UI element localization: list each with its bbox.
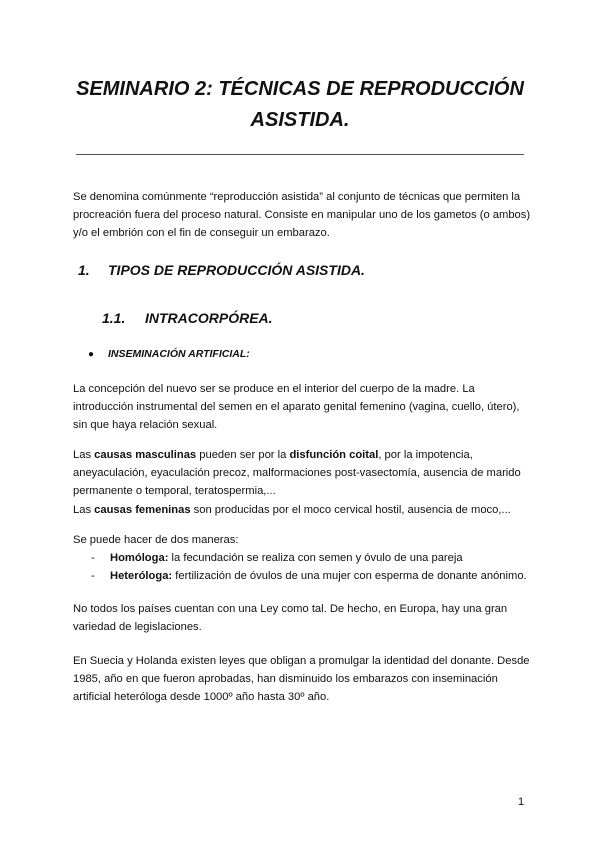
para2-pre: Las [73, 449, 95, 461]
list-dash: - [91, 570, 95, 582]
para5-line-3: artificial heteróloga desde 1000º año hasta 30º año. [73, 691, 330, 704]
list-item-label: Heteróloga: [110, 570, 173, 582]
paragraph-concepcion [73, 380, 533, 435]
para4-line-2: variedad de legislaciones. [73, 621, 202, 634]
para2-line4-pre: Las [73, 503, 95, 516]
list-dash: - [91, 552, 95, 564]
list-item-text: la fecundación se realiza con semen y óvulo de una pareja [168, 552, 463, 564]
para2-line-4 [73, 501, 533, 519]
para2-post: , por la impotencia, [378, 449, 473, 461]
para2-line-3: permanente o temporal, teratospermia,... [73, 485, 276, 498]
list-item-text: fertilización de óvulos de una mujer con esperma de donante anónimo. [172, 570, 527, 582]
para2-line-1 [73, 446, 533, 464]
disfuncion-coital: disfunción coital [289, 449, 379, 461]
para3-intro: Se puede hacer de dos maneras: [73, 534, 239, 546]
list-item-label: Homóloga: [110, 552, 169, 564]
document-title-line-2: ASISTIDA. [250, 109, 350, 131]
section-title-1-1: INTRACORPÓREA. [145, 310, 273, 326]
bullet-dot-icon: ● [88, 349, 95, 360]
paragraph-suecia-holanda [73, 652, 533, 707]
section-title-1: TIPOS DE REPRODUCCIÓN ASISTIDA. [108, 262, 365, 278]
para4-line-1: No todos los países cuentan con una Ley como tal. De hecho, en Europa, hay una gran [73, 603, 508, 615]
intro-line-2: procreación fuera del proceso natural. Consiste en manipular uno de los gametos (o ambos) [73, 209, 531, 222]
intro-line-3: y/o el embrión con el fin de conseguir un embarazo. [73, 227, 330, 240]
section-number-1: 1. [78, 262, 90, 278]
list-item-content [110, 567, 527, 585]
para1-line-1: La concepción del nuevo ser se produce en el interior del cuerpo de la madre. La [73, 383, 475, 395]
bullet-label: INSEMINACIÓN ARTIFICIAL: [108, 348, 250, 360]
document-title-line-1: SEMINARIO 2: TÉCNICAS DE REPRODUCCIÓN [76, 78, 524, 100]
section-number-1-1: 1.1. [102, 310, 126, 326]
causas-femeninas: causas femeninas [94, 503, 191, 516]
para1-line-2: introducción instrumental del semen en el aparato genital femenino (vagina, cuello, útero), [73, 401, 520, 414]
intro-line-1: Se denomina comúnmente “reproducción asistida” al conjunto de técnicas que permiten la [73, 191, 521, 203]
para2-line4-post: son producidas por el moco cervical hostil, ausencia de moco,... [190, 503, 511, 516]
title-divider [76, 154, 524, 155]
paragraph-legislacion [73, 600, 533, 636]
causas-masculinas: causas masculinas [94, 449, 197, 461]
page-number: 1 [518, 796, 525, 808]
para5-line-2: 1985, año en que fueron aprobadas, han disminuido los embarazos con inseminación [73, 673, 498, 686]
para1-line-3: sin que haya relación sexual. [73, 419, 218, 432]
para2-mid: pueden ser por la [196, 449, 290, 461]
para2-line-2: aneyaculación, eyaculación precoz, malformaciones post-vasectomía, ausencia de marido [73, 467, 521, 480]
paragraph-causas [73, 446, 533, 519]
para5-line-1: En Suecia y Holanda existen leyes que obligan a promulgar la identidad del donante. Desde [73, 655, 530, 667]
intro-paragraph [73, 188, 533, 243]
list-item-content [110, 549, 463, 567]
